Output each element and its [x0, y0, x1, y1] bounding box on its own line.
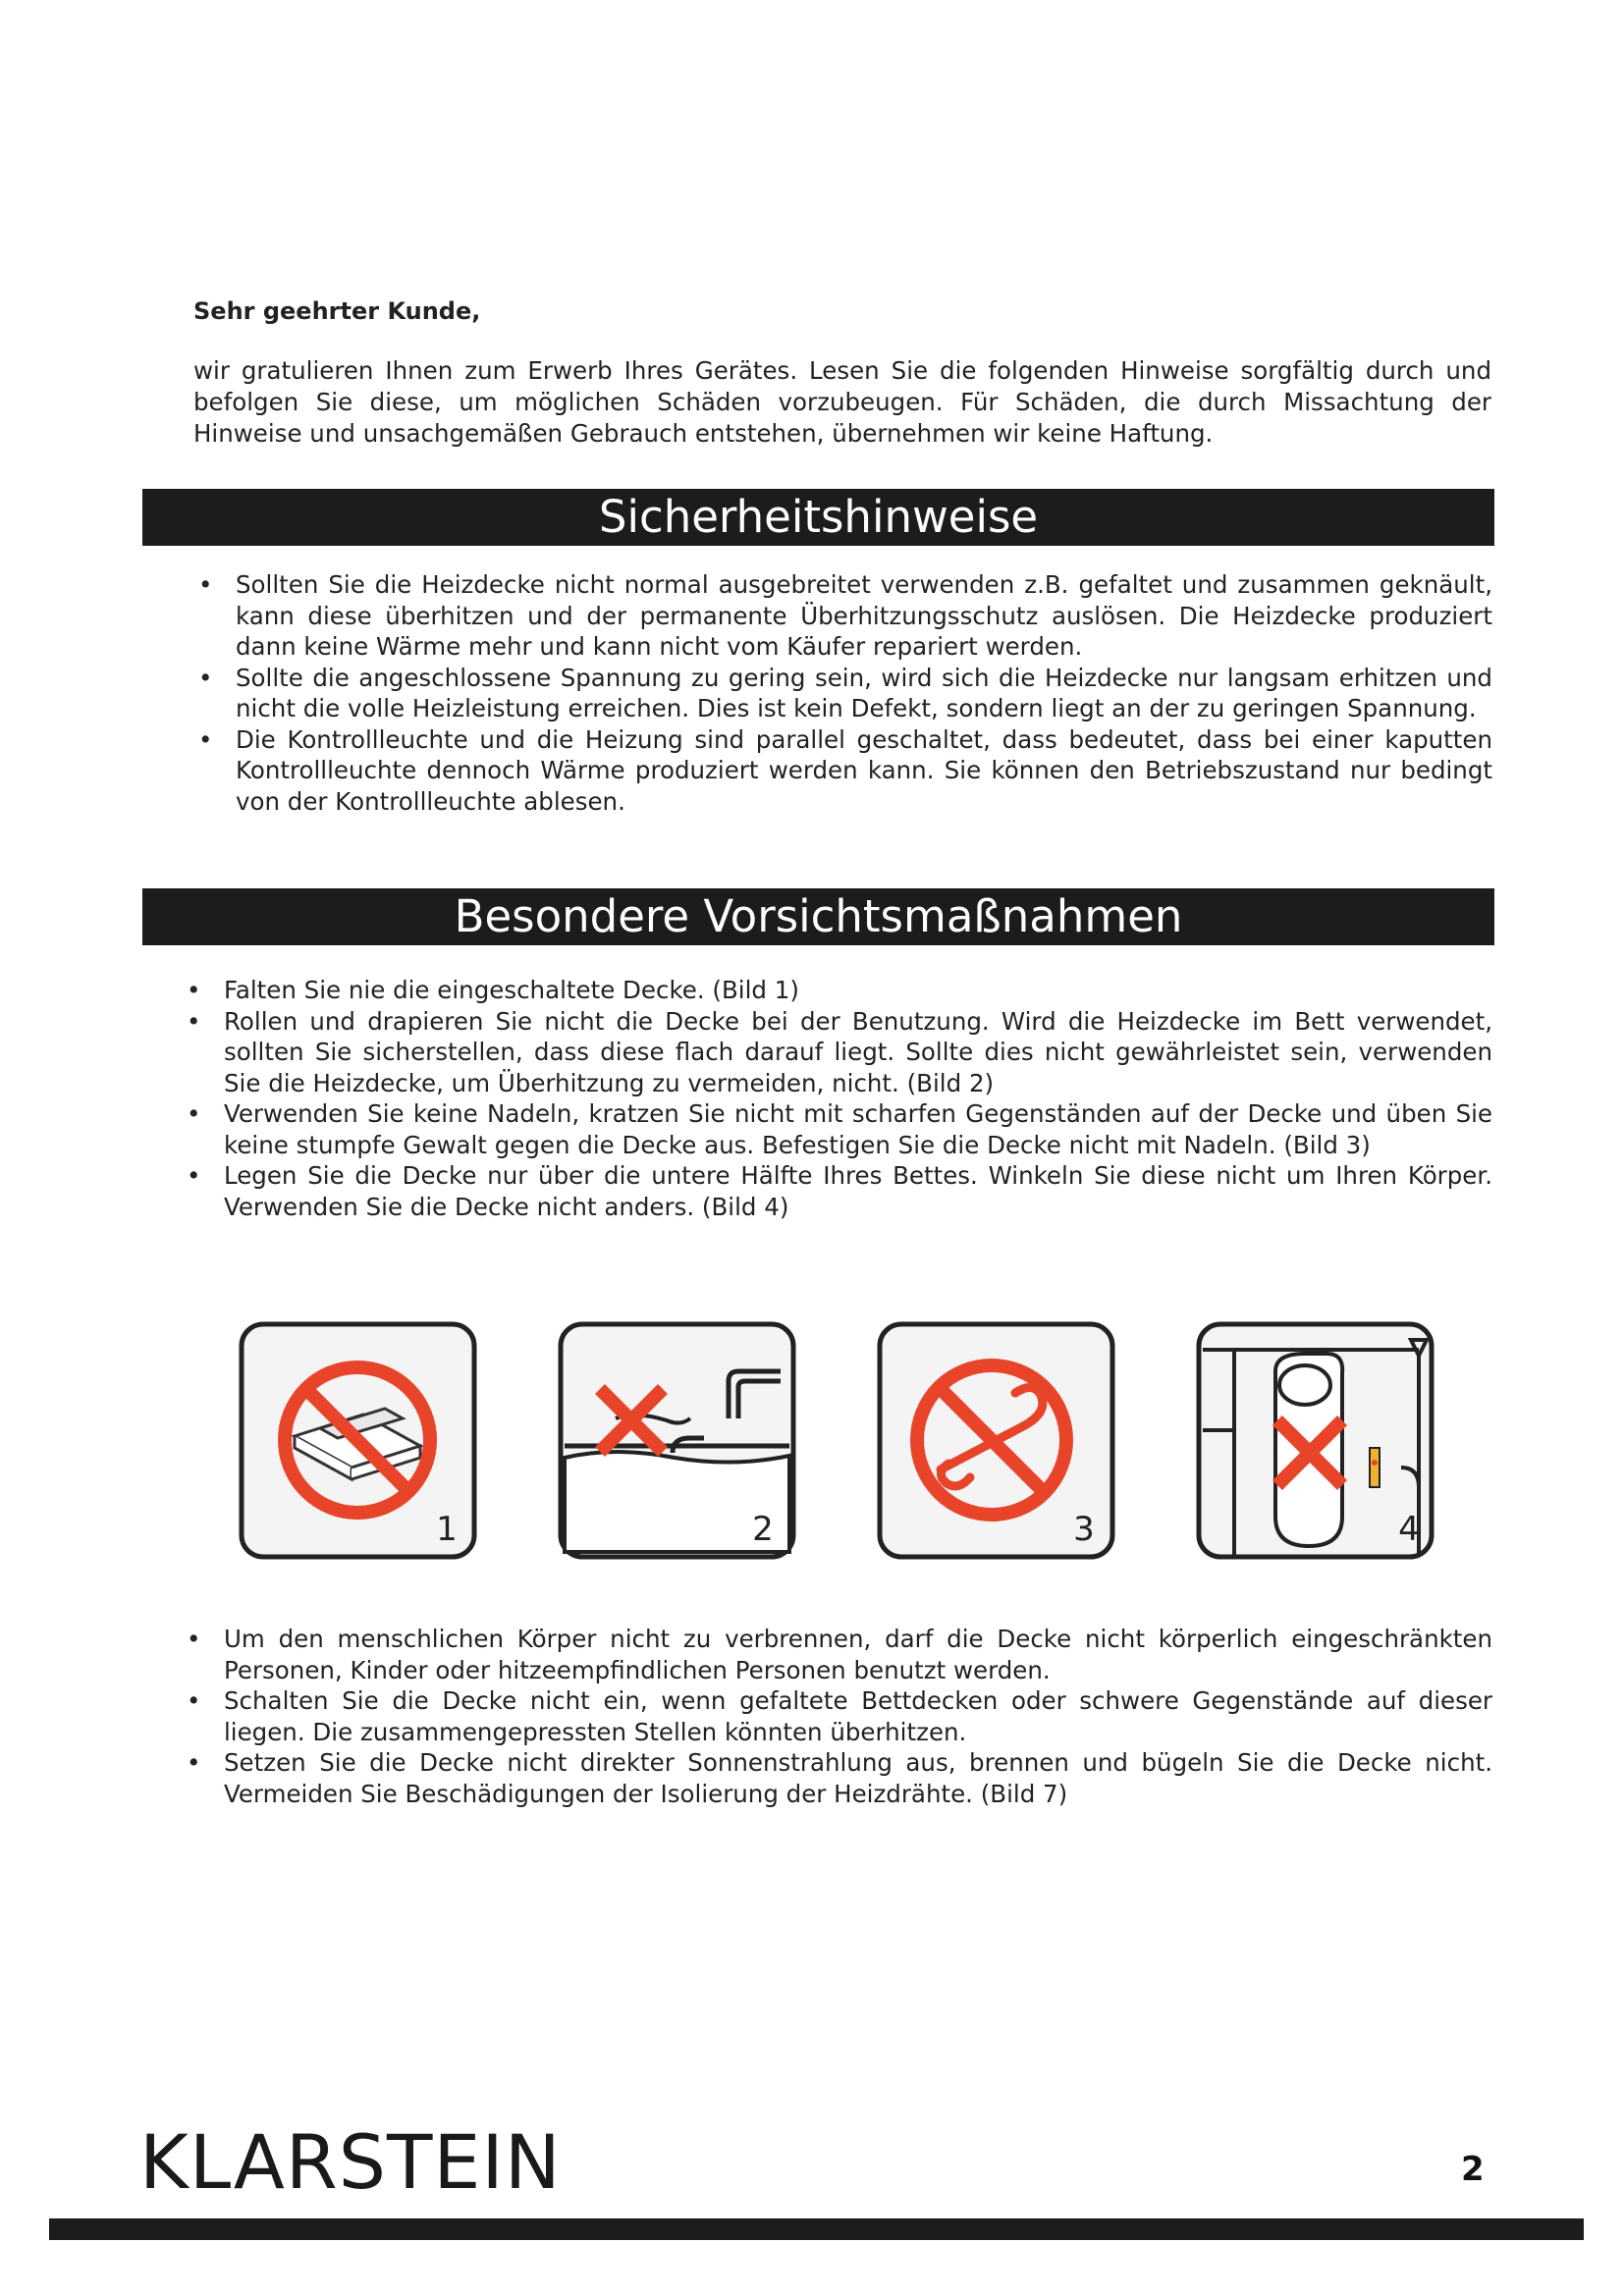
intro-paragraph: wir gratulieren Ihnen zum Erwerb Ihres Gerätes. Lesen Sie die folgenden Hinweise sorgfältig durch und befolgen Sie diese, um möglichen Schäden vorzubeugen. Für Schäden, die durch Missachtung der Hinweise und unsachgemäßen Gebrauch entstehen, übernehmen wir keine Haftung. — [193, 356, 1491, 448]
no-pins-icon — [876, 1320, 1116, 1561]
no-folding-icon — [238, 1320, 478, 1561]
page-number: 2 — [1461, 2150, 1485, 2189]
precautions-list — [224, 975, 1492, 1222]
list-item: • Um den menschlichen Körper nicht zu verbrennen, darf die Decke nicht körperlich eingeschränkten Personen, Kinder oder hitzeempfindlichen Personen benutzt werden. — [224, 1624, 1492, 1685]
list-item: • Falten Sie nie die eingeschaltete Decke. (Bild 1) — [224, 975, 1492, 1006]
pictogram-number: 1 — [436, 1510, 458, 1549]
pictogram-row — [238, 1320, 1435, 1561]
greeting: Sehr geehrter Kunde, — [193, 297, 481, 325]
pictogram-number: 2 — [752, 1510, 774, 1549]
list-item: • Sollten Sie die Heizdecke nicht normal ausgebreitet verwenden z.B. gefaltet und zusammen geknäult, kann diese überhitzen und der permanente Überhitzungsschutz auslösen. Die Heizdecke produziert dann keine Wärme mehr und kann nicht vom Käufer repariert werden. — [236, 569, 1492, 663]
list-item: • Rollen und drapieren Sie nicht die Decke bei der Benutzung. Wird die Heizdecke im Bett verwendet, sollten Sie sicherstellen, dass diese flach darauf liegt. Sollte dies nicht gewährleistet sein, verwenden Sie die Heizdecke, um Überhitzung zu vermeiden, nicht. (Bild 2) — [224, 1006, 1492, 1099]
safety-list — [236, 569, 1492, 817]
pictogram-number: 4 — [1398, 1510, 1420, 1549]
list-item: • Sollte die angeschlossene Spannung zu gering sein, wird sich die Heizdecke nur langsam erhitzen und nicht die volle Heizleistung erreichen. Dies ist kein Defekt, sondern liegt an der zu geringen Spannung. — [236, 663, 1492, 724]
pictogram-number: 3 — [1073, 1510, 1095, 1549]
no-wrapping-body-icon — [1195, 1320, 1435, 1561]
section-heading-precautions: Besondere Vorsichtsmaßnahmen — [142, 888, 1494, 945]
list-item: • Setzen Sie die Decke nicht direkter Sonnenstrahlung aus, brennen und bügeln Sie die Decke nicht. Vermeiden Sie Beschädigungen der Isolierung der Heizdrähte. (Bild 7) — [224, 1747, 1492, 1809]
list-item: • Verwenden Sie keine Nadeln, kratzen Sie nicht mit scharfen Gegenständen auf der Decke und üben Sie keine stumpfe Gewalt gegen die Decke aus. Befestigen Sie die Decke nicht mit Nadeln. (Bild 3) — [224, 1098, 1492, 1160]
footer-divider — [49, 2218, 1584, 2240]
brand-logo: KLARSTEIN — [139, 2118, 562, 2206]
list-item: • Die Kontrollleuchte und die Heizung sind parallel geschaltet, dass bedeutet, dass bei einer kaputten Kontrollleuchte dennoch Wärme produziert werden kann. Sie können den Betriebszustand nur bedingt von der Kontrollleuchte ablesen. — [236, 724, 1492, 818]
no-draping-in-bed-icon — [557, 1320, 797, 1561]
list-item: • Legen Sie die Decke nur über die untere Hälfte Ihres Bettes. Winkeln Sie diese nicht um Ihren Körper. Verwenden Sie die Decke nicht anders. (Bild 4) — [224, 1160, 1492, 1222]
precautions-list-continued — [224, 1624, 1492, 1809]
section-heading-safety: Sicherheitshinweise — [142, 489, 1494, 546]
list-item: • Schalten Sie die Decke nicht ein, wenn gefaltete Bettdecken oder schwere Gegenstände auf dieser liegen. Die zusammengepressten Stellen könnten überhitzen. — [224, 1685, 1492, 1747]
